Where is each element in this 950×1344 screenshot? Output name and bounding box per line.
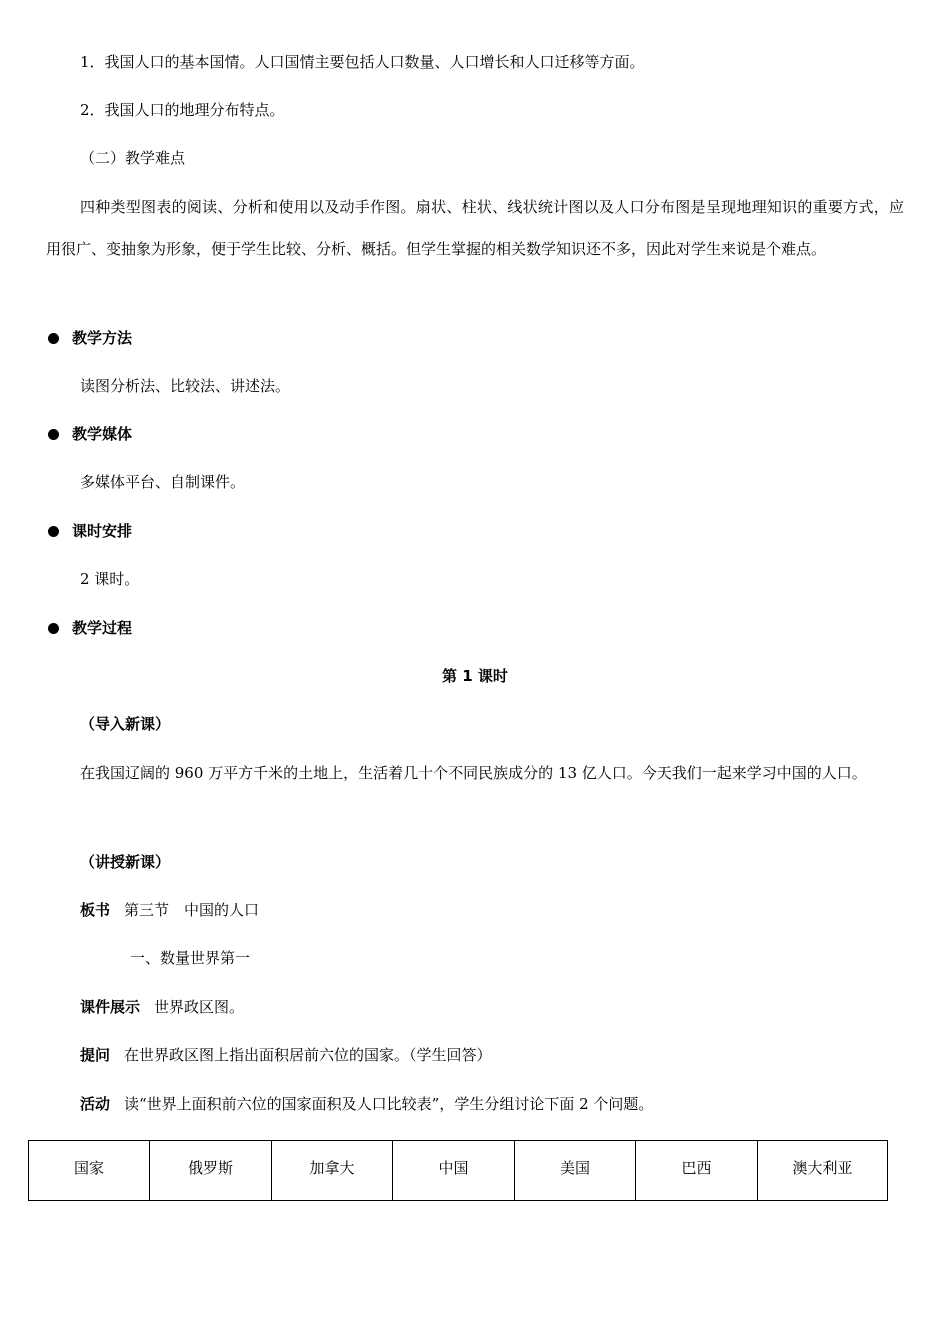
courseware-label: 课件展示 xyxy=(80,998,141,1016)
table-header-row xyxy=(29,1141,888,1201)
board-text: 第三节 中国的人口 xyxy=(124,901,260,919)
schedule-heading-row xyxy=(48,521,132,541)
process-heading-row xyxy=(48,618,132,638)
process-heading: 教学过程 xyxy=(72,619,133,637)
teach-heading: （讲授新课） xyxy=(80,853,171,871)
table-header-cell: 加拿大 xyxy=(272,1141,393,1201)
intro-heading: （导入新课） xyxy=(80,715,171,733)
board-label: 板书 xyxy=(80,901,111,919)
methods-text: 读图分析法、比较法、讲述法。 xyxy=(80,377,291,395)
schedule-heading: 课时安排 xyxy=(72,522,133,540)
media-text: 多媒体平台、自制课件。 xyxy=(80,473,246,491)
activity-text: 读“世界上面积前六位的国家面积及人口比较表”，学生分组讨论下面 2 个问题。 xyxy=(124,1095,654,1113)
media-heading: 教学媒体 xyxy=(72,425,133,443)
question-row xyxy=(80,1045,492,1065)
difficulty-heading: （二）教学难点 xyxy=(80,149,186,167)
bullet-icon xyxy=(48,333,59,344)
table-header-cell: 中国 xyxy=(393,1141,515,1201)
media-heading-row xyxy=(48,424,132,444)
bullet-icon xyxy=(48,429,59,440)
activity-row xyxy=(80,1094,653,1114)
country-table xyxy=(28,1140,888,1201)
list-item-2: 2．我国人口的地理分布特点。 xyxy=(80,101,285,119)
activity-label: 活动 xyxy=(80,1095,111,1113)
board-subheading: 一、数量世界第一 xyxy=(130,949,251,967)
table-header-cell: 美国 xyxy=(515,1141,636,1201)
courseware-row xyxy=(80,997,244,1017)
board-row xyxy=(80,900,259,920)
table-header-cell: 国家 xyxy=(29,1141,150,1201)
lesson-title: 第 1 课时 xyxy=(442,667,508,685)
intro-paragraph: 在我国辽阔的 960 万平方千米的土地上，生活着几十个不同民族成分的 13 亿人口。今天我们一起来学习中国的人口。 xyxy=(80,764,867,782)
bullet-icon xyxy=(48,623,59,634)
courseware-text: 世界政区图。 xyxy=(154,998,245,1016)
question-label: 提问 xyxy=(80,1046,111,1064)
question-text: 在世界政区图上指出面积居前六位的国家。（学生回答） xyxy=(124,1046,492,1064)
table-header-cell: 俄罗斯 xyxy=(150,1141,272,1201)
table-header-cell: 巴西 xyxy=(636,1141,758,1201)
methods-heading: 教学方法 xyxy=(72,329,133,347)
bullet-icon xyxy=(48,526,59,537)
difficulty-paragraph: 四种类型图表的阅读、分析和使用以及动手作图。扇状、柱状、线状统计图以及人口分布图是呈现地理知识的重要方式，应用很广、变抽象为形象，便于学生比较、分析、概括。但学生掌握的相关数学知识还不多，因此对学生来说是个难点。 xyxy=(46,198,904,258)
list-item-1: 1．我国人口的基本国情。人口国情主要包括人口数量、人口增长和人口迁移等方面。 xyxy=(80,53,645,71)
methods-heading-row xyxy=(48,328,132,348)
schedule-text: 2 课时。 xyxy=(80,570,140,588)
table-header-cell: 澳大利亚 xyxy=(758,1141,888,1201)
